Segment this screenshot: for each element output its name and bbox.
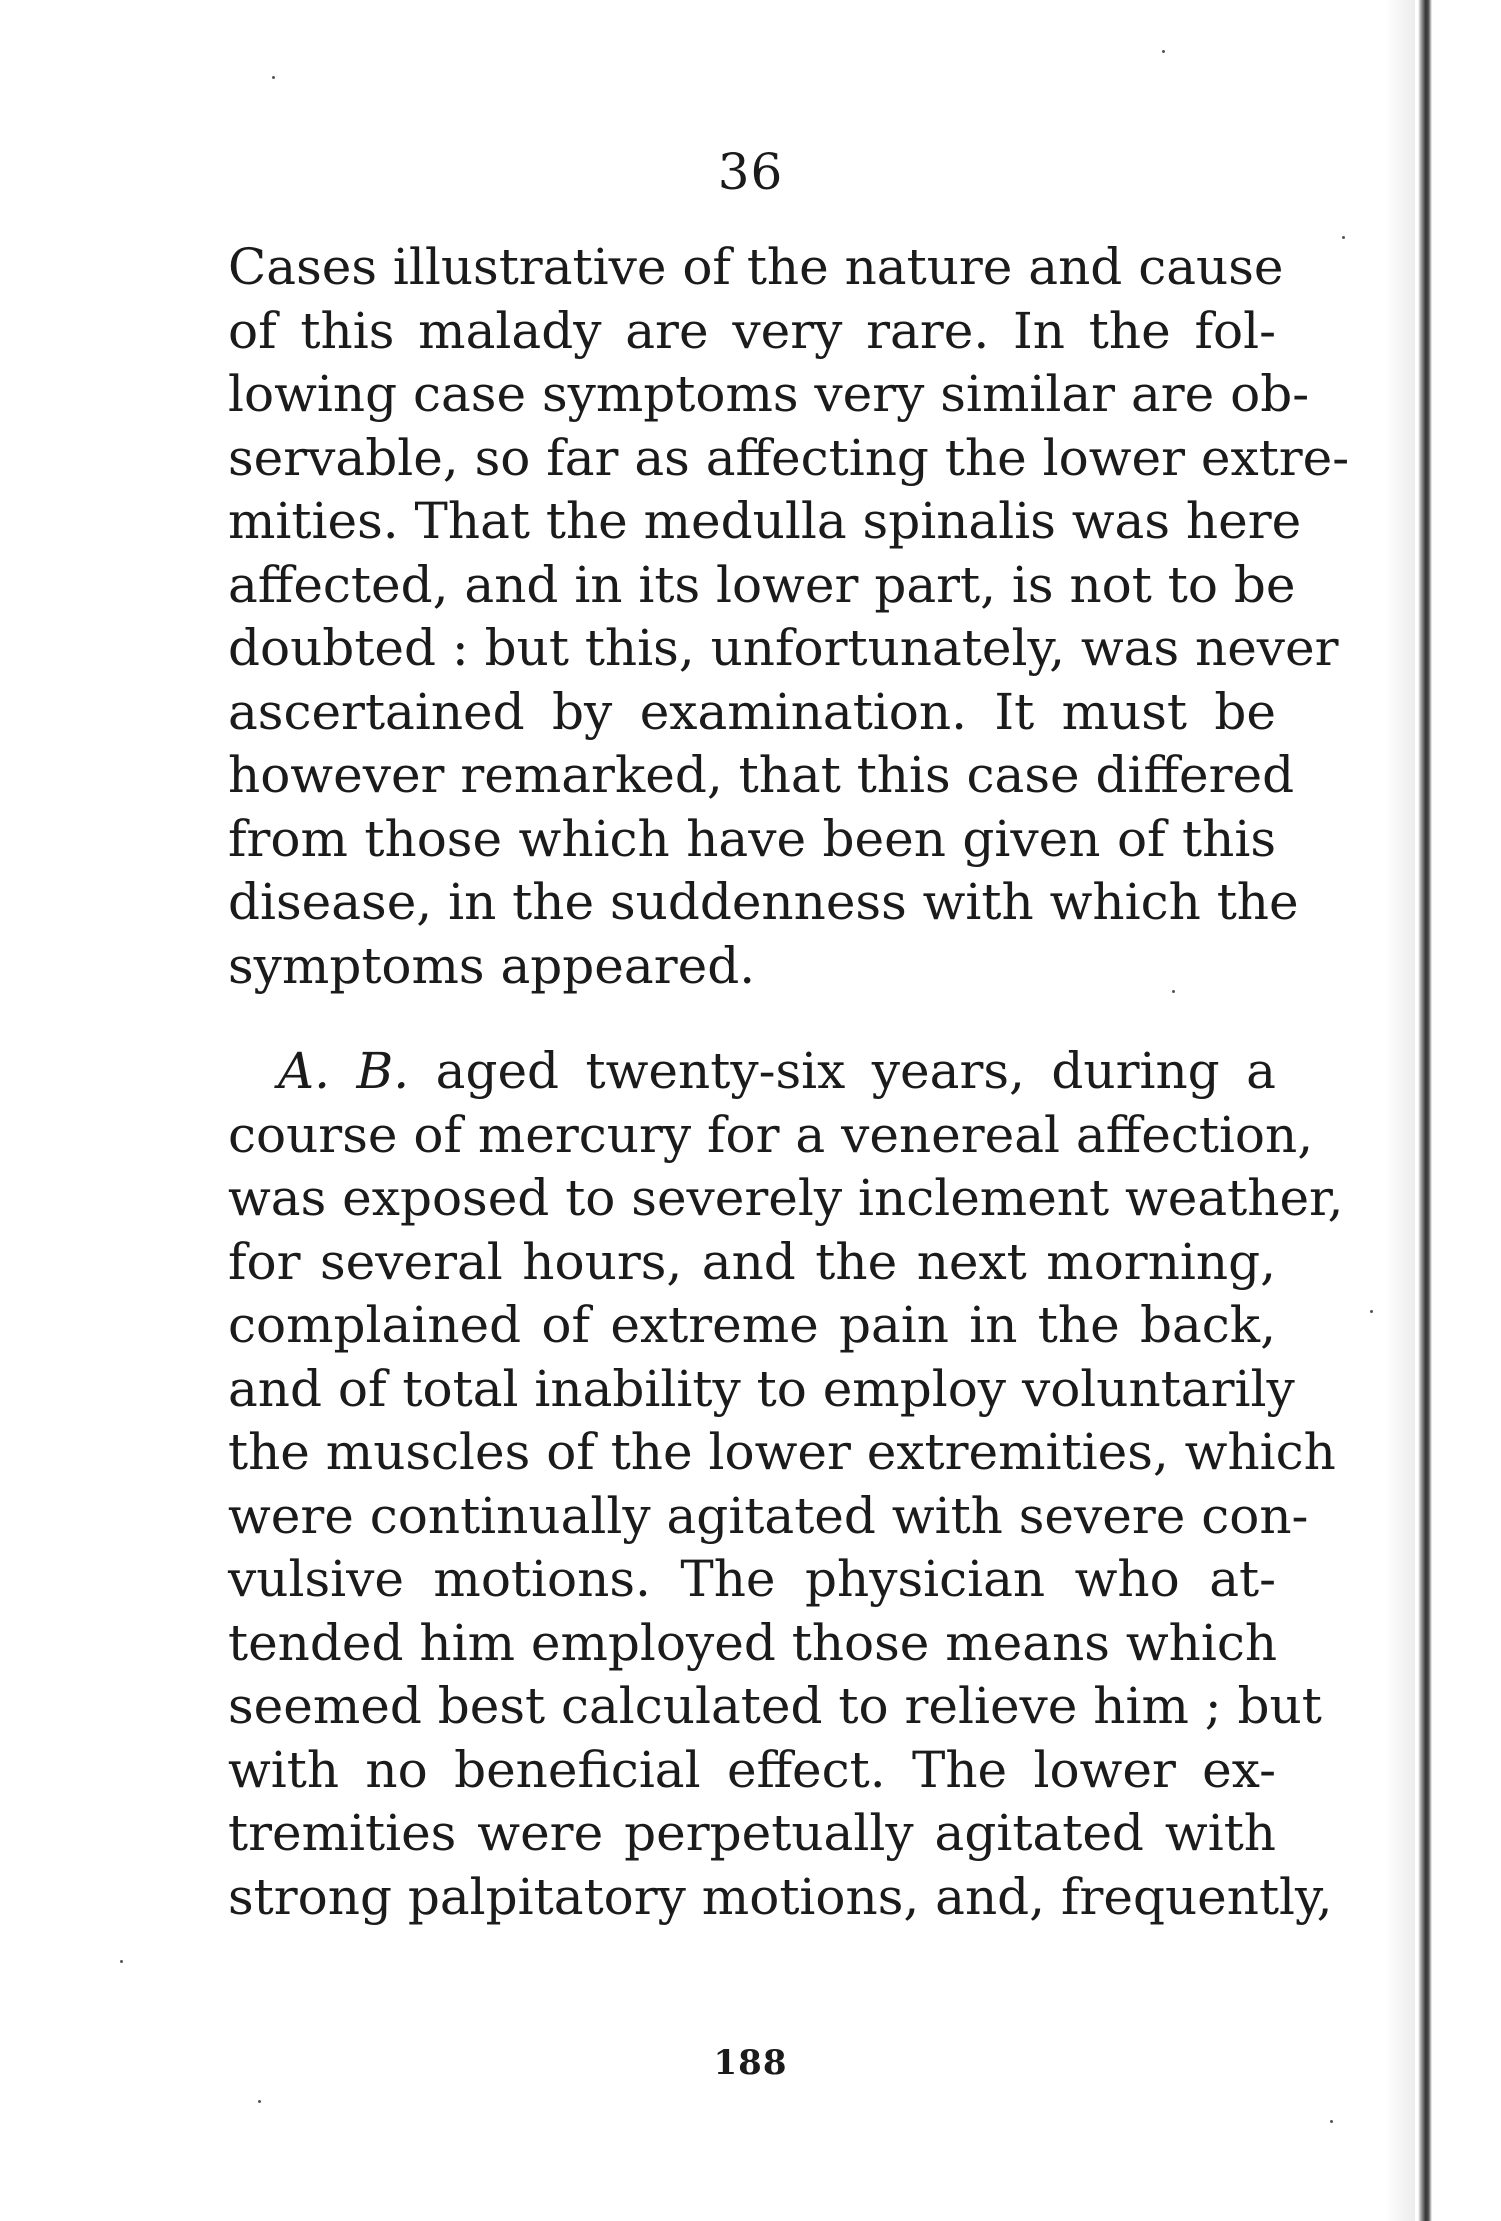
- case-initials: A. B.: [278, 1042, 410, 1100]
- text-line: affected, and in its lower part, is not to be: [228, 555, 1296, 614]
- text-line: and of total inability to employ voluntarily: [228, 1359, 1295, 1418]
- paper-speck: [272, 76, 275, 79]
- paper-speck: [1172, 990, 1175, 993]
- text-line: were continually agitated with severe con-: [228, 1486, 1309, 1545]
- text-line: servable, so far as affecting the lower extre-: [228, 428, 1350, 487]
- text-line: lowing case symptoms very similar are ob-: [228, 365, 1310, 423]
- text-line: from those which have been given of this: [228, 809, 1276, 868]
- text-line: was exposed to severely inclement weather,: [228, 1169, 1344, 1227]
- paper-speck: [120, 1960, 123, 1963]
- signature-mark: 188: [713, 2043, 788, 2083]
- paragraph-2: [228, 1040, 1344, 1929]
- binding-edge: [1418, 0, 1432, 2221]
- text-line: complained of extreme pain in the back,: [228, 1296, 1276, 1354]
- paper-speck: [1162, 50, 1165, 53]
- first-line-text: aged twenty-six years, during a: [435, 1042, 1276, 1100]
- text-line: Cases illustrative of the nature and cause: [228, 238, 1284, 296]
- text-line: for several hours, and the next morning,: [228, 1232, 1276, 1291]
- text-line: of this malady are very rare. In the fol-: [228, 301, 1276, 360]
- paragraph-1: [228, 236, 1350, 998]
- text-line: course of mercury for a venereal affection,: [228, 1105, 1314, 1164]
- paper-speck: [1342, 236, 1345, 239]
- text-line: symptoms appeared.: [228, 936, 756, 995]
- text-line: mities. That the medulla spinalis was here: [228, 492, 1302, 550]
- text-line: seemed best calculated to relieve him ; but: [228, 1677, 1322, 1735]
- text-line-first: [228, 1040, 1276, 1104]
- page-number: 36: [717, 143, 784, 201]
- text-line: vulsive motions. The physician who at-: [228, 1550, 1276, 1608]
- text-line: tended him employed those means which: [228, 1613, 1278, 1672]
- text-line: tremities were perpetually agitated with: [228, 1804, 1276, 1862]
- text-line: strong palpitatory motions, and, frequently,: [228, 1867, 1333, 1926]
- text-line: doubted : but this, unfortunately, was never: [228, 619, 1339, 677]
- binding-shadow: [1385, 0, 1415, 2221]
- text-line: ascertained by examination. It must be: [228, 682, 1276, 741]
- text-line: however remarked, that this case differed: [228, 746, 1295, 804]
- paper-speck: [258, 2100, 261, 2103]
- paper-speck: [1330, 2120, 1333, 2123]
- text-line: with no beneficial effect. The lower ex-: [228, 1740, 1276, 1799]
- text-line: disease, in the suddenness with which the: [228, 873, 1299, 931]
- text-line: the muscles of the lower extremities, which: [228, 1423, 1336, 1481]
- paper-speck: [1370, 1310, 1373, 1313]
